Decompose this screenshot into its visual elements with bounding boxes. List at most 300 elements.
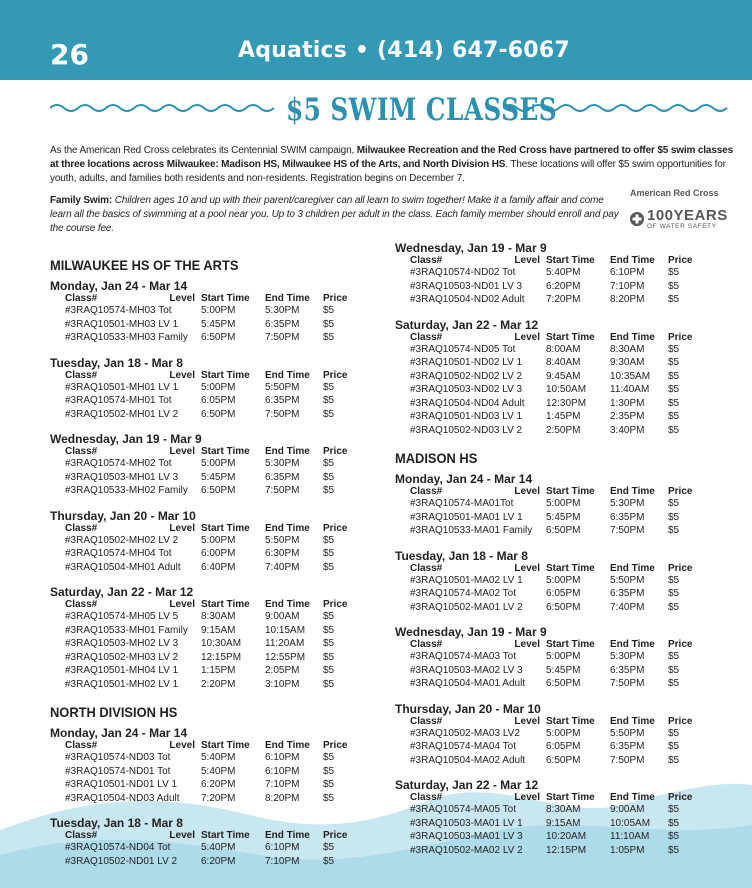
table-row xyxy=(50,318,380,332)
end-time: 10:35AM xyxy=(610,370,651,382)
price: $5 xyxy=(323,611,335,622)
end-time: 6:30PM xyxy=(265,548,300,559)
price: $5 xyxy=(668,280,680,292)
start-time: 5:00PM xyxy=(546,651,581,662)
class-number: #3RAQ10504-MH01 Adult xyxy=(65,561,181,573)
header-level: Level xyxy=(514,486,540,497)
price: $5 xyxy=(668,831,680,842)
start-time: 5:45PM xyxy=(546,664,581,676)
header-end-time: End Time xyxy=(265,522,310,534)
header-class: Class# xyxy=(65,446,98,457)
end-time: 11:20AM xyxy=(265,638,305,649)
header-class: Class# xyxy=(410,255,443,266)
end-time: 6:35PM xyxy=(265,318,300,330)
header-level: Level xyxy=(169,522,195,534)
end-time: 10:15AM xyxy=(265,624,306,636)
header-level: Level xyxy=(169,446,195,457)
schedule-section xyxy=(50,280,380,345)
header-start-time: Start Time xyxy=(201,740,250,751)
column-header-row xyxy=(395,332,725,343)
start-time: 6:05PM xyxy=(201,395,236,406)
header-class: Class# xyxy=(410,792,443,803)
family-swim-text: Children ages 10 and up with their parent/caregiver can all learn to swim together! Make it a family affair and come learn all the basics of swimming at a pool near you. Up to 3 children per adult in the class. Each family member should enroll and pay the course fee. xyxy=(50,195,619,234)
day-range-title: Monday, Jan 24 - Mar 14 xyxy=(50,726,188,740)
day-range-title: Saturday, Jan 22 - Mar 12 xyxy=(50,585,194,599)
price: $5 xyxy=(668,267,680,278)
end-time: 7:10PM xyxy=(610,280,645,292)
price: $5 xyxy=(668,741,680,752)
start-time: 10:20AM xyxy=(546,831,587,842)
day-range-title: Tuesday, Jan 18 - Mar 8 xyxy=(395,548,528,563)
end-time: 6:35PM xyxy=(610,588,645,599)
price: $5 xyxy=(668,574,680,586)
class-number: #3RAQ10574-MA05 Tot xyxy=(410,804,516,815)
price: $5 xyxy=(323,779,335,790)
class-number: #3RAQ10574-MH04 Tot xyxy=(65,548,172,559)
price: $5 xyxy=(323,305,335,316)
class-number: #3RAQ10502-ND01 LV 2 xyxy=(65,855,178,867)
class-number: #3RAQ10504-ND02 Adult xyxy=(410,294,525,305)
price: $5 xyxy=(323,408,335,420)
header-price: Price xyxy=(668,792,693,803)
table-row xyxy=(395,293,725,307)
class-number: #3RAQ10503-ND02 LV 3 xyxy=(410,384,523,395)
price: $5 xyxy=(323,651,335,663)
header-start-time: Start Time xyxy=(546,486,595,497)
class-number: #3RAQ10574-MA04 Tot xyxy=(410,741,516,752)
header-class-level xyxy=(395,255,546,266)
price: $5 xyxy=(668,817,680,829)
table-row xyxy=(395,370,725,384)
header-price: Price xyxy=(323,446,348,457)
end-time: 6:35PM xyxy=(265,395,300,406)
price: $5 xyxy=(668,804,680,815)
day-range-title: Wednesday, Jan 19 - Mar 9 xyxy=(50,432,202,446)
table-row xyxy=(50,408,380,422)
class-number: #3RAQ10504-ND04 Adult xyxy=(410,397,525,409)
table-row xyxy=(395,280,725,294)
class-number: #3RAQ10574-MH01 Tot xyxy=(65,395,172,406)
price: $5 xyxy=(323,395,335,406)
class-number: #3RAQ10501-MH01 LV 1 xyxy=(65,381,179,393)
class-number: #3RAQ10501-MA02 LV 1 xyxy=(410,574,523,586)
header-start-time: Start Time xyxy=(201,446,250,457)
end-time: 12:55PM xyxy=(265,651,306,663)
table-row xyxy=(50,381,380,395)
schedule-section xyxy=(50,357,380,422)
end-time: 3:10PM xyxy=(265,678,300,690)
class-number: #3RAQ10501-ND03 LV 1 xyxy=(410,411,523,422)
start-time: 2:20PM xyxy=(201,678,236,690)
end-time: 6:35PM xyxy=(265,471,300,483)
family-swim-note xyxy=(50,194,625,236)
start-time: 5:00PM xyxy=(201,305,236,316)
class-number: #3RAQ10501-MH04 LV 1 xyxy=(65,665,179,676)
header-price: Price xyxy=(668,486,693,497)
price: $5 xyxy=(668,664,680,676)
day-range-title: Saturday, Jan 22 - Mar 12 xyxy=(395,778,539,792)
start-time: 9:15AM xyxy=(201,624,236,636)
table-row xyxy=(395,664,725,678)
column-header-row xyxy=(50,740,380,751)
header-class-level xyxy=(395,332,546,343)
table-row xyxy=(395,397,725,411)
class-number: #3RAQ10574-MH03 Tot xyxy=(65,305,172,316)
header-price: Price xyxy=(323,599,348,610)
price: $5 xyxy=(323,638,335,649)
header-end-time: End Time xyxy=(265,369,310,381)
red-cross-years: 100YEARS xyxy=(647,207,728,224)
schedule-section xyxy=(50,727,380,805)
end-time: 6:10PM xyxy=(265,842,300,853)
header-class: Class# xyxy=(65,599,98,610)
column-header-row xyxy=(395,639,725,650)
start-time: 6:40PM xyxy=(201,561,236,573)
end-time: 5:50PM xyxy=(265,381,300,393)
start-time: 5:40PM xyxy=(546,267,581,278)
end-time: 5:30PM xyxy=(265,305,300,316)
end-time: 7:40PM xyxy=(610,601,645,613)
class-number: #3RAQ10504-MA01 Adult xyxy=(410,678,526,689)
class-number: #3RAQ10503-MA02 LV 3 xyxy=(410,664,523,676)
start-time: 5:45PM xyxy=(201,471,236,483)
day-range-title: Thursday, Jan 20 - Mar 10 xyxy=(395,701,541,716)
table-row xyxy=(395,754,725,768)
end-time: 7:40PM xyxy=(265,561,300,573)
header-class: Class# xyxy=(65,522,98,534)
price: $5 xyxy=(668,411,680,422)
class-number: #3RAQ10574-ND05 Tot xyxy=(410,343,516,355)
start-time: 6:20PM xyxy=(201,855,236,867)
day-range-title: Saturday, Jan 22 - Mar 12 xyxy=(395,317,539,332)
header-price: Price xyxy=(323,293,348,304)
price: $5 xyxy=(323,765,335,777)
header-start-time: Start Time xyxy=(546,792,595,803)
column-header-row xyxy=(50,830,380,841)
header-class: Class# xyxy=(65,740,98,751)
start-time: 1:45PM xyxy=(546,411,581,422)
column-header-row xyxy=(395,792,725,803)
table-row xyxy=(395,817,725,831)
price: $5 xyxy=(323,318,335,330)
header-start-time: Start Time xyxy=(201,293,250,304)
header-class-level xyxy=(395,486,546,497)
start-time: 5:40PM xyxy=(201,842,236,853)
price: $5 xyxy=(668,588,680,599)
start-time: 5:45PM xyxy=(546,511,581,523)
header-class: Class# xyxy=(65,369,98,381)
table-row xyxy=(395,383,725,397)
price: $5 xyxy=(668,343,680,355)
header-class: Class# xyxy=(65,293,98,304)
table-row xyxy=(50,484,380,498)
header-price: Price xyxy=(323,369,348,381)
header-start-time: Start Time xyxy=(201,522,250,534)
header-level: Level xyxy=(169,293,195,304)
class-number: #3RAQ10503-MH01 LV 3 xyxy=(65,471,179,483)
start-time: 5:00PM xyxy=(546,727,581,739)
start-time: 5:45PM xyxy=(201,318,236,330)
header-end-time: End Time xyxy=(610,792,655,803)
class-number: #3RAQ10533-MH02 Family xyxy=(65,485,188,496)
table-row xyxy=(395,650,725,664)
end-time: 5:30PM xyxy=(610,651,645,662)
header-class-level xyxy=(50,293,201,304)
header-level: Level xyxy=(169,369,195,381)
end-time: 8:20PM xyxy=(610,294,645,305)
header-start-time: Start Time xyxy=(201,369,250,381)
intro-paragraph xyxy=(50,144,733,186)
table-row xyxy=(395,497,725,511)
end-time: 10:05AM xyxy=(610,817,651,829)
start-time: 9:45AM xyxy=(546,370,581,382)
price: $5 xyxy=(668,754,680,766)
column-header-row xyxy=(395,486,725,497)
table-row xyxy=(50,561,380,575)
family-swim-label: Family Swim: xyxy=(50,195,113,206)
end-time: 7:50PM xyxy=(610,525,645,536)
page-number: 26 xyxy=(50,38,89,71)
class-number: #3RAQ10574-ND02 Tot xyxy=(410,267,516,278)
price: $5 xyxy=(668,511,680,523)
start-time: 9:15AM xyxy=(546,817,581,829)
header-class: Class# xyxy=(410,639,443,650)
schedule-section xyxy=(395,550,725,615)
price: $5 xyxy=(323,855,335,867)
table-row xyxy=(50,751,380,765)
class-number: #3RAQ10574-MH05 LV 5 xyxy=(65,611,179,622)
header-price: Price xyxy=(668,331,693,343)
schedule-section xyxy=(395,779,725,857)
table-row xyxy=(395,677,725,691)
table-row xyxy=(395,574,725,588)
class-number: #3RAQ10503-MH02 LV 3 xyxy=(65,638,179,649)
schedule-section xyxy=(50,817,380,868)
class-number: #3RAQ10503-MA01 LV 3 xyxy=(410,831,523,842)
class-number: #3RAQ10502-ND03 LV 2 xyxy=(410,424,523,436)
price: $5 xyxy=(668,727,680,739)
class-number: #3RAQ10533-MH01 Family xyxy=(65,624,188,636)
end-time: 6:10PM xyxy=(265,765,300,777)
start-time: 7:20PM xyxy=(546,294,581,305)
left-schedule-column xyxy=(50,244,380,880)
wave-right-icon xyxy=(503,100,728,116)
header-class: Class# xyxy=(410,715,443,727)
start-time: 6:05PM xyxy=(546,588,581,599)
column-header-row xyxy=(50,293,380,304)
price: $5 xyxy=(668,601,680,613)
table-row xyxy=(50,664,380,678)
end-time: 5:50PM xyxy=(610,574,645,586)
start-time: 7:20PM xyxy=(201,792,236,804)
header-class-level xyxy=(50,830,201,841)
header-level: Level xyxy=(169,740,195,751)
header-class: Class# xyxy=(410,486,443,497)
end-time: 1:05PM xyxy=(610,844,645,856)
header-price: Price xyxy=(668,715,693,727)
start-time: 6:50PM xyxy=(201,332,236,343)
class-number: #3RAQ10504-MA02 Adult xyxy=(410,754,526,766)
table-row xyxy=(395,424,725,438)
class-number: #3RAQ10501-ND02 LV 1 xyxy=(410,357,523,368)
class-number: #3RAQ10533-MA01 Family xyxy=(410,525,533,536)
price: $5 xyxy=(668,357,680,368)
start-time: 5:00PM xyxy=(546,498,581,509)
day-range-title: Tuesday, Jan 18 - Mar 8 xyxy=(50,816,183,830)
start-time: 5:40PM xyxy=(201,765,236,777)
right-schedule-column xyxy=(395,242,725,869)
end-time: 7:10PM xyxy=(265,779,300,790)
table-row xyxy=(50,624,380,638)
class-number: #3RAQ10502-MH01 LV 2 xyxy=(65,408,179,420)
day-range-title: Monday, Jan 24 - Mar 14 xyxy=(395,472,533,486)
start-time: 6:50PM xyxy=(201,408,236,420)
end-time: 6:35PM xyxy=(610,511,645,523)
header-level: Level xyxy=(514,792,540,803)
end-time: 1:30PM xyxy=(610,397,645,409)
start-time: 10:30AM xyxy=(201,638,242,649)
start-time: 6:20PM xyxy=(546,280,581,292)
header-class-level xyxy=(50,740,201,751)
header-end-time: End Time xyxy=(265,293,310,304)
end-time: 7:50PM xyxy=(265,408,300,420)
table-row xyxy=(50,331,380,345)
end-time: 5:50PM xyxy=(610,727,645,739)
table-row xyxy=(50,304,380,318)
table-row xyxy=(50,651,380,665)
price: $5 xyxy=(668,294,680,305)
table-row xyxy=(50,678,380,692)
start-time: 5:00PM xyxy=(201,458,236,469)
schedule-section xyxy=(395,626,725,691)
price: $5 xyxy=(323,485,335,496)
column-header-row xyxy=(50,370,380,381)
red-cross-name: American Red Cross xyxy=(630,188,719,198)
start-time: 8:30AM xyxy=(546,804,581,815)
table-row xyxy=(395,511,725,525)
table-row xyxy=(50,534,380,548)
end-time: 6:35PM xyxy=(610,741,645,752)
start-time: 12:15PM xyxy=(201,651,242,663)
price: $5 xyxy=(323,678,335,690)
price: $5 xyxy=(323,624,335,636)
header-price: Price xyxy=(323,740,348,751)
main-title: $5 SWIM CLASSES xyxy=(286,92,558,128)
table-row xyxy=(395,343,725,357)
location-heading: MILWAUKEE HS OF THE ARTS xyxy=(50,257,239,273)
header-end-time: End Time xyxy=(610,562,655,574)
start-time: 6:50PM xyxy=(546,525,581,536)
end-time: 7:50PM xyxy=(610,678,645,689)
header-level: Level xyxy=(514,331,540,343)
price: $5 xyxy=(323,534,335,546)
class-number: #3RAQ10574-MH02 Tot xyxy=(65,458,172,469)
header-start-time: Start Time xyxy=(201,599,250,610)
header-level: Level xyxy=(169,599,195,610)
start-time: 8:40AM xyxy=(546,357,581,368)
schedule-section xyxy=(50,433,380,498)
start-time: 1:15PM xyxy=(201,665,236,676)
table-row xyxy=(395,740,725,754)
price: $5 xyxy=(668,525,680,536)
column-header-row xyxy=(395,716,725,727)
class-number: #3RAQ10574-ND01 Tot xyxy=(65,765,171,777)
header-class-level xyxy=(50,446,201,457)
header-class-level xyxy=(50,523,201,534)
end-time: 6:35PM xyxy=(610,664,645,676)
header-end-time: End Time xyxy=(265,830,310,841)
class-number: #3RAQ10502-ND02 LV 2 xyxy=(410,370,523,382)
header-end-time: End Time xyxy=(265,740,310,751)
start-time: 2:50PM xyxy=(546,424,581,436)
day-range-title: Monday, Jan 24 - Mar 14 xyxy=(50,279,188,293)
table-row xyxy=(50,547,380,561)
page-header xyxy=(0,0,752,80)
wave-left-icon xyxy=(50,100,275,116)
header-price: Price xyxy=(668,562,693,574)
end-time: 2:05PM xyxy=(265,665,300,676)
price: $5 xyxy=(668,651,680,662)
class-number: #3RAQ10503-MA01 LV 1 xyxy=(410,817,523,829)
price: $5 xyxy=(323,471,335,483)
end-time: 6:10PM xyxy=(265,752,300,763)
start-time: 6:50PM xyxy=(546,678,581,689)
header-end-time: End Time xyxy=(610,715,655,727)
table-row xyxy=(395,524,725,538)
class-number: #3RAQ10501-MH02 LV 1 xyxy=(65,678,179,690)
start-time: 12:30PM xyxy=(546,397,587,409)
class-number: #3RAQ10574-MA03 Tot xyxy=(410,651,516,662)
schedule-section xyxy=(395,319,725,438)
table-row xyxy=(395,587,725,601)
location-heading: MADISON HS xyxy=(395,450,478,466)
table-row xyxy=(50,792,380,806)
header-price: Price xyxy=(668,255,693,266)
price: $5 xyxy=(323,792,335,804)
end-time: 6:10PM xyxy=(610,267,645,278)
end-time: 8:30AM xyxy=(610,343,645,355)
price: $5 xyxy=(668,370,680,382)
table-row xyxy=(395,266,725,280)
intro-line-3: youth, adults, and families both residents and non-residents. Registration begins on December 7. xyxy=(50,173,465,184)
header-end-time: End Time xyxy=(265,446,310,457)
end-time: 5:30PM xyxy=(610,498,645,509)
header-price: Price xyxy=(323,830,348,841)
header-level: Level xyxy=(514,715,540,727)
table-row xyxy=(50,855,380,869)
price: $5 xyxy=(323,842,335,853)
table-row xyxy=(50,778,380,792)
start-time: 6:20PM xyxy=(201,779,236,790)
table-row xyxy=(395,410,725,424)
header-level: Level xyxy=(514,562,540,574)
red-cross-logo-icon xyxy=(630,212,644,226)
table-row xyxy=(50,394,380,408)
end-time: 7:10PM xyxy=(265,855,300,867)
header-class-level xyxy=(395,563,546,574)
header-title: Aquatics • (414) 647-6067 xyxy=(238,38,570,63)
class-number: #3RAQ10533-MH03 Family xyxy=(65,332,188,343)
column-header-row xyxy=(50,599,380,610)
end-time: 7:50PM xyxy=(265,332,300,343)
class-number: #3RAQ10502-MH03 LV 2 xyxy=(65,651,179,663)
header-class-level xyxy=(50,370,201,381)
class-number: #3RAQ10574-ND03 Tot xyxy=(65,752,171,763)
price: $5 xyxy=(323,332,335,343)
end-time: 5:50PM xyxy=(265,534,300,546)
price: $5 xyxy=(323,548,335,559)
end-time: 7:50PM xyxy=(610,754,645,766)
